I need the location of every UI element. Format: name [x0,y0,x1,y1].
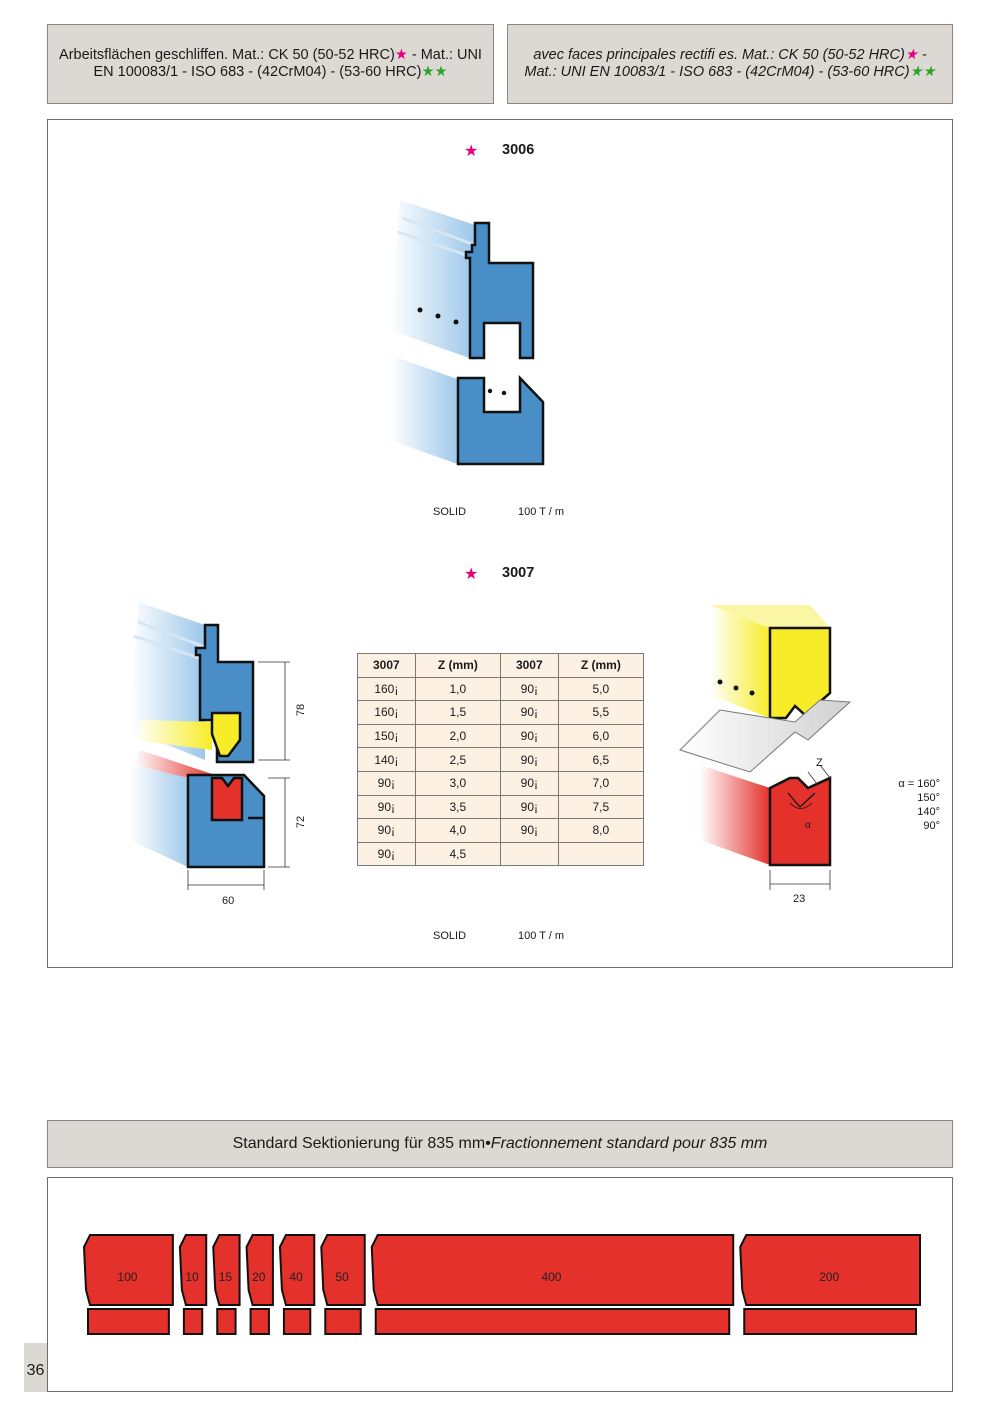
table-cell: 90¡ [358,819,416,843]
table-cell: 6,0 [558,724,643,748]
segment-label: 40 [289,1270,303,1284]
table-cell: 1,5 [415,701,500,725]
product-3007-title: 3007 [502,565,535,581]
table-cell: 7,5 [558,795,643,819]
sectioning-title-fr: Fractionnement standard pour 835 mm [490,1135,768,1152]
header-fr-text-2: - Mat.: UNI EN 10083/1 - ISO 683 - (42CrM04) - (53-60 HRC) [524,47,927,80]
table-header: 3007 [500,654,558,678]
table-header: 3007 [358,654,416,678]
pink-star-icon: ★ [904,47,918,63]
alpha-value: 140° [917,806,940,818]
green-stars-icon: ★★ [909,64,936,80]
z-label: Z [816,757,823,769]
page-number: 36 [26,1362,45,1379]
segment-label: 400 [541,1270,562,1284]
segment-label: 20 [252,1270,266,1284]
product-3007-load: 100 T / m [518,930,565,942]
table-cell: 2,5 [415,748,500,772]
product-3006-title: 3006 [502,142,535,158]
table-cell: 160¡ [358,701,416,725]
page-number-tab [24,1343,47,1392]
sectioning-separator: • [485,1135,491,1152]
table-cell: 5,5 [558,701,643,725]
header-de-text-2: - Mat.: UNI EN 100083/1 - ISO 683 - (42CrM04) - (53-60 HRC) [93,47,482,80]
table-cell: 90¡ [358,842,416,866]
table-cell: 90¡ [500,771,558,795]
table-header: Z (mm) [558,654,643,678]
alpha-value: α = 160° [898,778,940,790]
table-cell: 150¡ [358,724,416,748]
table-cell: 7,0 [558,771,643,795]
dim-height-lower: 72 [295,815,308,829]
table-cell: 5,0 [558,677,643,701]
table-cell: 90¡ [358,771,416,795]
product-3006-load: 100 T / m [518,506,565,518]
table-cell: 90¡ [500,724,558,748]
segment-label: 10 [185,1270,199,1284]
product-3007-type: SOLID [433,930,467,942]
segment-10 [180,1235,206,1334]
header-fr-text-1: avec faces principales rectifi es. Mat.: CK 50 (50-52 HRC) [533,47,905,63]
product-3006-type: SOLID [433,506,467,518]
segment-label: 100 [117,1270,138,1284]
table-cell: 3,0 [415,771,500,795]
segment-40 [280,1235,314,1334]
table-cell: 90¡ [500,748,558,772]
table-cell: 90¡ [500,677,558,701]
table-cell: 140¡ [358,748,416,772]
table-cell: 4,5 [415,842,500,866]
sectioning-title-de: Standard Sektionierung für 835 mm [232,1135,486,1152]
segment-label: 200 [819,1270,840,1284]
pink-star-icon: ★ [464,143,479,160]
segment-15 [213,1235,239,1334]
table-cell: 8,0 [558,819,643,843]
header-de-text-1: Arbeitsflächen geschliffen. Mat.: CK 50 (50-52 HRC) [59,47,395,63]
segment-200 [740,1235,920,1334]
table-cell: 1,0 [415,677,500,701]
table-cell: 2,0 [415,724,500,748]
table-cell: 3,5 [415,795,500,819]
alpha-label: α [805,820,811,831]
segment-20 [247,1235,273,1334]
table-cell: 90¡ [500,701,558,725]
segment-100 [84,1235,173,1334]
dim-height-upper: 78 [295,703,308,717]
segment-50 [321,1235,364,1334]
pink-star-icon: ★ [464,566,479,583]
segment-400 [372,1235,734,1334]
segment-label: 15 [218,1270,233,1284]
table-cell: 160¡ [358,677,416,701]
table-header: Z (mm) [415,654,500,678]
dim-width: 60 [222,895,235,907]
green-stars-icon: ★★ [421,64,448,80]
die-width: 23 [793,893,806,905]
pink-star-icon: ★ [394,47,408,63]
table-cell: 90¡ [500,819,558,843]
alpha-value: 150° [917,792,940,804]
table-cell: 4,0 [415,819,500,843]
table-cell: 6,5 [558,748,643,772]
alpha-value: 90° [923,820,940,832]
table-cell: 90¡ [358,795,416,819]
table-cell: 90¡ [500,795,558,819]
segment-label: 50 [335,1270,349,1284]
